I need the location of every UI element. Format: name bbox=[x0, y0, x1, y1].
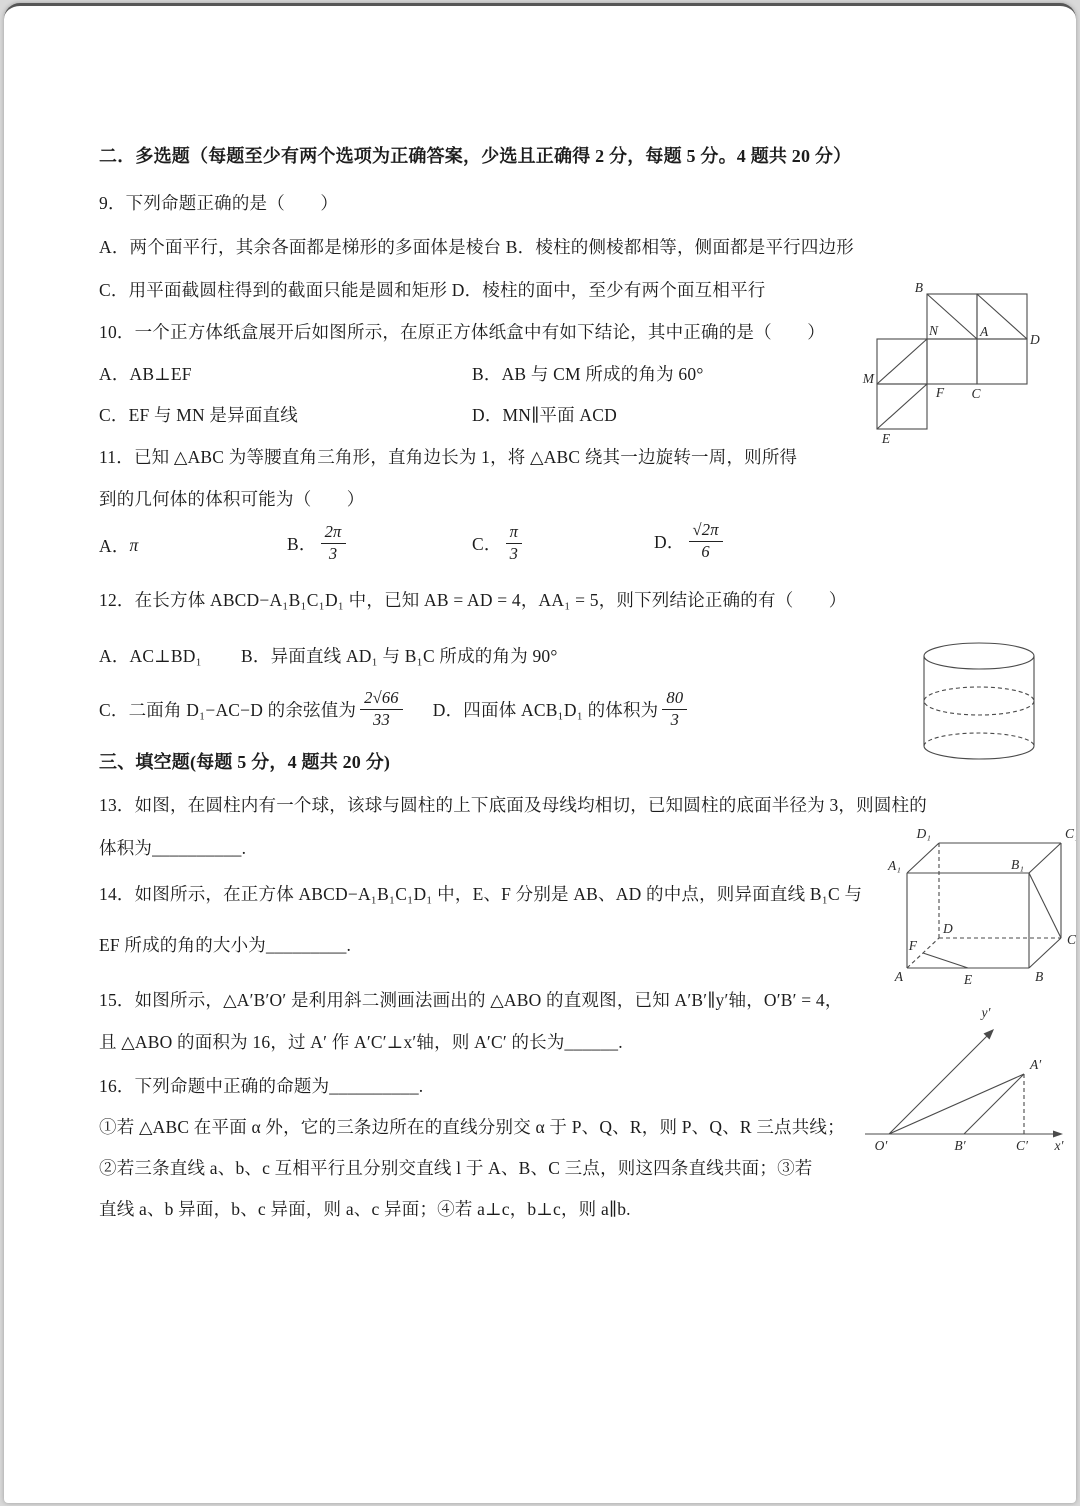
cube-label-E: E bbox=[963, 972, 973, 987]
axes-label-y-prime: y′ bbox=[981, 1005, 991, 1020]
question-16-item1: ①若 △ABC 在平面 α 外，它的三条边所在的直线分别交 α 于 P、Q、R，则 P、Q、R 三点共线； bbox=[99, 1117, 845, 1137]
question-12-stem: 12．在长方体 ABCD−A₁B₁C₁D₁ 中，已知 AB = AD = 4，AA₁ = 5，则下列结论正确的有（ ） bbox=[99, 590, 847, 610]
cylinder-top-ellipse bbox=[924, 643, 1034, 669]
net-label-A: A bbox=[980, 324, 989, 339]
option-c-fraction: $\frac{\pi}{3}$ bbox=[506, 523, 522, 563]
y-prime-axis bbox=[889, 1031, 992, 1134]
question-11-option-c bbox=[472, 520, 526, 566]
section-multichoice-title: 二．多选题（每题至少有两个选项为正确答案，少选且正确得 2 分，每题 5 分。4 题共 20 分） bbox=[99, 146, 852, 166]
question-14-line1: 14．如图所示，在正方体 ABCD−A₁B₁C₁D₁ 中，E、F 分别是 AB、AD 的中点，则异面直线 B₁C 与 bbox=[99, 884, 863, 904]
triangle-lines bbox=[889, 1074, 1024, 1134]
axes-label-O-prime: O′ bbox=[874, 1138, 888, 1153]
axes-label-C-prime: C′ bbox=[1016, 1138, 1028, 1153]
question-10-option-a: A．AB⊥EF bbox=[99, 364, 192, 384]
option-a-value: π bbox=[129, 535, 139, 555]
cube-label-D1: D₁ bbox=[916, 826, 931, 841]
net-label-C: C bbox=[971, 386, 981, 401]
cylinder-bottom-back-arc bbox=[924, 733, 1034, 746]
cube-solid-edges bbox=[907, 843, 1061, 968]
cube-diagram bbox=[877, 816, 1079, 991]
option-c-label: C． bbox=[472, 533, 502, 554]
question-11-option-b bbox=[287, 520, 350, 566]
question-15-line2: 且 △ABO 的面积为 16，过 A′ 作 A′C′⊥x′轴，则 A′C′ 的长为______. bbox=[99, 1032, 623, 1052]
cube-net-diagram bbox=[857, 282, 1047, 454]
question-12-option-b: B．异面直线 AD₁ 与 B₁C 所成的角为 90° bbox=[241, 646, 558, 666]
question-10-option-b: B．AB 与 CM 所成的角为 60° bbox=[472, 364, 704, 384]
option-d-fraction: $\frac{80}{3}$ bbox=[662, 689, 687, 729]
question-11-stem-line1: 11．已知 △ABC 为等腰直角三角形，直角边长为 1，将 △ABC 绕其一边旋转一周，则所得 bbox=[99, 447, 798, 467]
axes-label-x-prime: x′ bbox=[1054, 1138, 1064, 1153]
cube-label-B: B bbox=[1035, 969, 1044, 984]
net-label-B: B bbox=[914, 280, 923, 295]
question-16-item3: 直线 a、b 异面，b、c 异面，则 a、c 异面；④若 a⊥c，b⊥c，则 a∥b. bbox=[99, 1199, 631, 1219]
x-axis-arrowhead bbox=[1053, 1131, 1063, 1138]
question-11-option-a bbox=[99, 533, 139, 558]
question-10-option-c: C．EF 与 MN 是异面直线 bbox=[99, 405, 298, 425]
option-b-label: B． bbox=[287, 533, 317, 554]
section-fillblank-title: 三、填空题(每题 5 分，4 题共 20 分) bbox=[99, 752, 391, 772]
question-9-options-ab: A．两个面平行，其余各面都是梯形的多面体是棱台 B．棱柱的侧棱都相等，侧面都是平行四边形 bbox=[99, 237, 854, 257]
question-11-option-d bbox=[654, 516, 727, 566]
option-c-text: C．二面角 D₁−AC−D 的余弦值为 bbox=[99, 699, 357, 720]
cube-label-A1: A₁ bbox=[888, 858, 901, 873]
option-d-text: D．四面体 ACB₁D₁ 的体积为 bbox=[432, 699, 659, 720]
question-11-stem-line2: 到的几何体的体积可能为（ ） bbox=[99, 489, 365, 509]
cube-label-B1: B₁ bbox=[1011, 857, 1024, 872]
axes-label-B-prime: B′ bbox=[954, 1138, 966, 1153]
oblique-axes-diagram bbox=[859, 1001, 1074, 1156]
option-c-fraction: $\frac{2√66}{33}$ bbox=[360, 689, 403, 729]
axes-label-A-prime: A′ bbox=[1030, 1057, 1042, 1072]
question-16-stem: 16．下列命题中正确的命题为__________. bbox=[99, 1076, 424, 1096]
net-diagonals bbox=[877, 294, 1027, 429]
net-label-N: N bbox=[929, 323, 939, 338]
net-label-E: E bbox=[881, 431, 891, 446]
question-16-item2: ②若三条直线 a、b、c 互相平行且分别交直线 l 于 A、B、C 三点，则这四条直线共面；③若 bbox=[99, 1158, 813, 1178]
sphere-equator-ellipse bbox=[924, 687, 1034, 715]
option-d-fraction: $\frac{√2\pi}{6}$ bbox=[689, 521, 723, 561]
question-13-line1: 13．如图，在圆柱内有一个球，该球与圆柱的上下底面及母线均相切，已知圆柱的底面半径为 3，则圆柱的 bbox=[99, 795, 927, 815]
question-9-options-cd: C．用平面截圆柱得到的截面只能是圆和矩形 D．棱柱的面中，至少有两个面互相平行 bbox=[99, 280, 766, 300]
exam-paper-page bbox=[4, 3, 1079, 1503]
cylinder-bottom-front-arc bbox=[924, 746, 1034, 759]
option-b-fraction: $\frac{2\pi}{3}$ bbox=[321, 523, 346, 563]
question-12-options-cd bbox=[99, 684, 691, 734]
cube-hidden-edges bbox=[907, 843, 1061, 968]
question-10-option-d: D．MN∥平面 ACD bbox=[472, 405, 617, 425]
question-13-line2: 体积为__________. bbox=[99, 838, 247, 858]
cube-label-D: D bbox=[943, 921, 953, 936]
question-14-line2: EF 所成的角的大小为_________. bbox=[99, 935, 352, 955]
question-9-stem: 9．下列命题正确的是（ ） bbox=[99, 193, 339, 213]
net-label-M: M bbox=[862, 371, 874, 386]
cube-label-C1: C₁ bbox=[1065, 826, 1079, 841]
option-d-label: D． bbox=[654, 531, 685, 552]
question-15-line1: 15．如图所示，△A′B′O′ 是利用斜二测画法画出的 △ABO 的直观图，已知 A′B′∥y′轴，O′B′ = 4， bbox=[99, 990, 843, 1010]
option-a-label: A． bbox=[99, 536, 130, 556]
cylinder-sphere-diagram bbox=[907, 634, 1052, 769]
net-label-D: D bbox=[1030, 332, 1040, 347]
question-10-stem: 10．一个正方体纸盒展开后如图所示，在原正方体纸盒中有如下结论，其中正确的是（ ） bbox=[99, 322, 825, 342]
question-12-option-a: A．AC⊥BD₁ bbox=[99, 646, 202, 666]
cube-label-C: C bbox=[1067, 932, 1077, 947]
cube-label-A: A bbox=[894, 969, 903, 984]
net-label-F: F bbox=[935, 385, 945, 400]
cube-label-F: F bbox=[908, 938, 917, 953]
